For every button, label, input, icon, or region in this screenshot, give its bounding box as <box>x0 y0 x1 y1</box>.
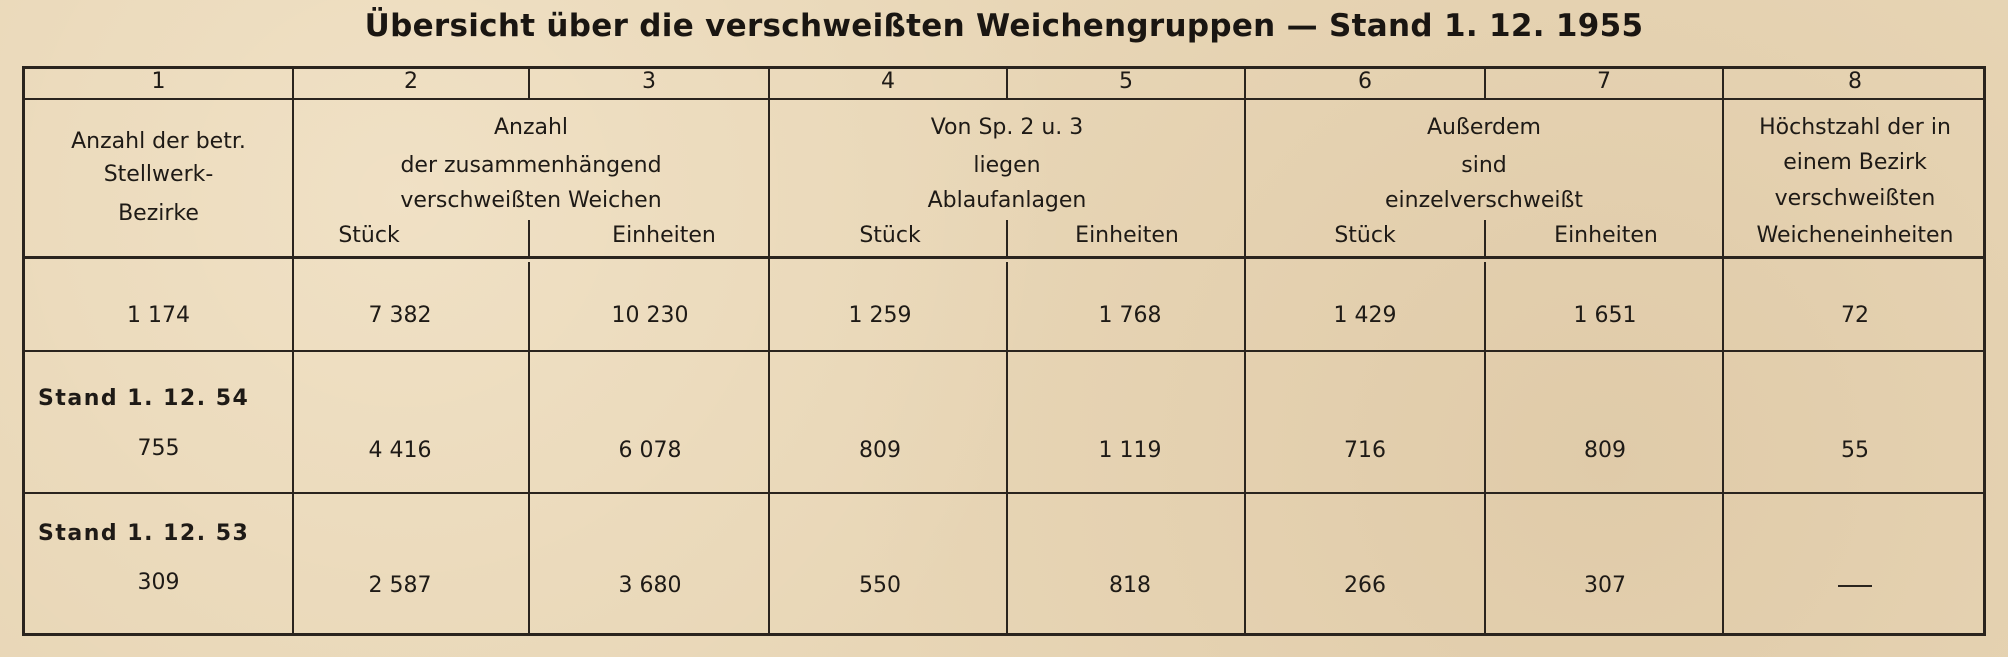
col-separator-2-sub <box>528 220 530 258</box>
header-group45-line: Von Sp. 2 u. 3 <box>930 115 1084 140</box>
rule-row-1 <box>22 350 1986 352</box>
table-cell: 1 174 <box>127 303 190 328</box>
table-cell: 1 768 <box>1098 303 1162 328</box>
table-cell: 809 <box>859 438 901 463</box>
row-label: Stand 1. 12. 53 <box>38 521 250 546</box>
table-cell: 4 416 <box>368 438 432 463</box>
table-cell: 2 587 <box>368 573 432 598</box>
table-cell: 309 <box>137 570 180 595</box>
col-separator-2-body <box>528 262 530 636</box>
header-group23-line: Anzahl <box>493 115 569 140</box>
header-col8-line: einem Bezirk <box>1783 150 1927 175</box>
header-group67-line: einzelverschweißt <box>1384 188 1583 213</box>
table-cell: 3 680 <box>618 573 682 598</box>
rule-below-header <box>22 256 1986 259</box>
header-group23-line: der zusammenhängend <box>400 153 662 178</box>
table-cell: 1 429 <box>1333 303 1397 328</box>
header-sub-stueck: Stück <box>1334 223 1396 248</box>
col-separator-6-body <box>1484 262 1486 636</box>
column-number: 5 <box>1119 69 1133 94</box>
column-number: 3 <box>642 69 656 94</box>
header-sub-stueck: Stück <box>338 223 400 248</box>
table-cell: 266 <box>1344 573 1386 598</box>
col-separator-4-body <box>1006 262 1008 636</box>
table-cell: 55 <box>1841 438 1869 463</box>
table-title: Übersicht über die verschweißten Weichengruppen — Stand 1. 12. 1955 <box>364 8 1644 44</box>
header-group45-line: liegen <box>973 153 1041 178</box>
table-cell: 755 <box>137 436 180 461</box>
header-col1-line: Bezirke <box>118 201 199 226</box>
table-cell: 10 230 <box>611 303 689 328</box>
header-sub-einheiten: Einheiten <box>612 223 716 248</box>
table-cell: 6 078 <box>618 438 682 463</box>
table-cell: 716 <box>1344 438 1386 463</box>
column-number: 4 <box>881 69 895 94</box>
header-group23-line: verschweißten Weichen <box>400 188 662 213</box>
header-group67-line: Außerdem <box>1427 115 1541 140</box>
table-cell: 809 <box>1584 438 1626 463</box>
col-separator-4-sub <box>1006 220 1008 258</box>
rule-row-2 <box>22 492 1986 494</box>
header-col1-line: Anzahl der betr. <box>71 129 246 154</box>
column-number: 1 <box>151 69 166 94</box>
table-cell: 1 651 <box>1573 303 1637 328</box>
header-sub-einheiten: Einheiten <box>1554 223 1658 248</box>
header-sub-stueck: Stück <box>859 223 921 248</box>
table-cell: 307 <box>1584 573 1626 598</box>
table-cell: 1 119 <box>1098 438 1162 463</box>
header-col1-line: Stellwerk- <box>103 162 214 187</box>
header-sub-einheiten: Einheiten <box>1075 223 1179 248</box>
row-label: Stand 1. 12. 54 <box>38 386 250 411</box>
header-col8-line: Weicheneinheiten <box>1756 223 1954 248</box>
header-group45-line: Ablaufanlagen <box>927 188 1087 213</box>
table-cell: 72 <box>1841 303 1869 328</box>
header-col8-line: Höchstzahl der in <box>1759 115 1951 140</box>
table-cell: 1 259 <box>848 303 912 328</box>
col-separator-6-sub <box>1484 220 1486 258</box>
column-number: 2 <box>404 69 418 94</box>
column-number: 7 <box>1597 69 1611 94</box>
table-cell: 7 382 <box>368 303 432 328</box>
header-col8-line: verschweißten <box>1774 186 1936 211</box>
table-cell: 818 <box>1109 573 1151 598</box>
empty-cell-dash <box>1838 585 1872 587</box>
column-number: 8 <box>1848 69 1862 94</box>
column-number: 6 <box>1358 69 1372 94</box>
rule-below-column-numbers <box>22 98 1986 100</box>
header-group67-line: sind <box>1461 153 1507 178</box>
table-cell: 550 <box>859 573 901 598</box>
